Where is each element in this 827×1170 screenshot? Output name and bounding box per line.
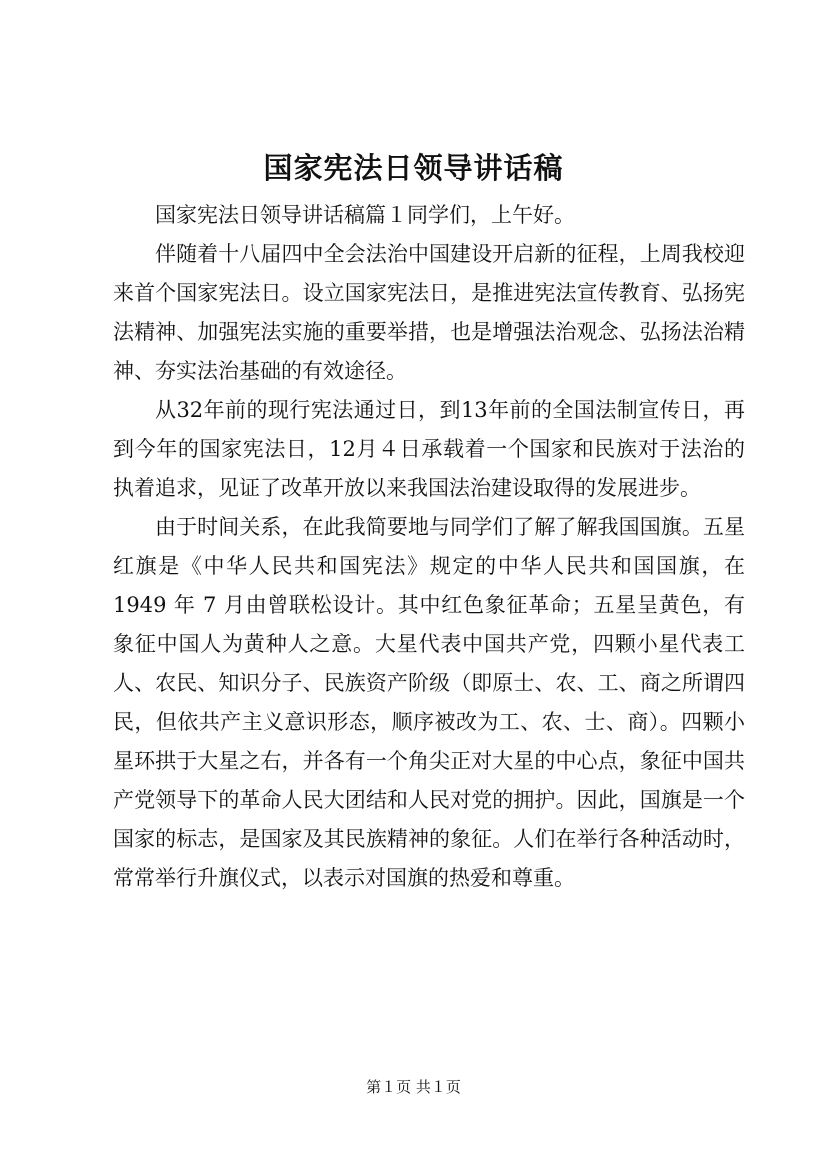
paragraph-national-flag: 由于时间关系，在此我简要地与同学们了解了解我国国旗。五星红旗是《中华人民共和国宪法》规定的中华人民共和国国旗，在 1949 年 7 月由曾联松设计。其中红色象征革命；五星呈黄色，有象征中国人为黄种人之意。大星代表中国共产党，四颗小星代表工人、农民、知识分子、民族资产阶级（即原士、农、工、商之所谓四民，但依共产主义意识形态，顺序被改为工、农、士、商）。四颗小星环拱于大星之右，并各有一个角尖正对大星的中心点，象征中国共产党领导下的革命人民大团结和人民对党的拥护。因此，国旗是一个国家的标志，是国家及其民族精神的象征。人们在举行各种活动时，常常举行升旗仪式，以表示对国旗的热爱和尊重。 [113,515,745,890]
paragraph-history: 从32年前的现行宪法通过日，到13年前的全国法制宣传日，再到今年的国家宪法日，12月４日承载着一个国家和民族对于法治的执着追求，见证了改革开放以来我国法治建设取得的发展进步。 [113,398,745,500]
paragraph-constitution-day: 伴随着十八届四中全会法治中国建设开启新的征程，上周我校迎来首个国家宪法日。设立国家宪法日，是推进宪法宣传教育、弘扬宪法精神、加强宪法实施的重要举措，也是增强法治观念、弘扬法治精神、夯实法治基础的有效途径。 [113,242,745,383]
page-footer: 第１页 共１页 [366,1078,461,1096]
document-body [113,196,745,898]
document-title: 国家宪法日领导讲话稿 [263,151,564,185]
paragraph-greeting: 国家宪法日领导讲话稿篇１同学们，上午好。 [155,203,575,227]
